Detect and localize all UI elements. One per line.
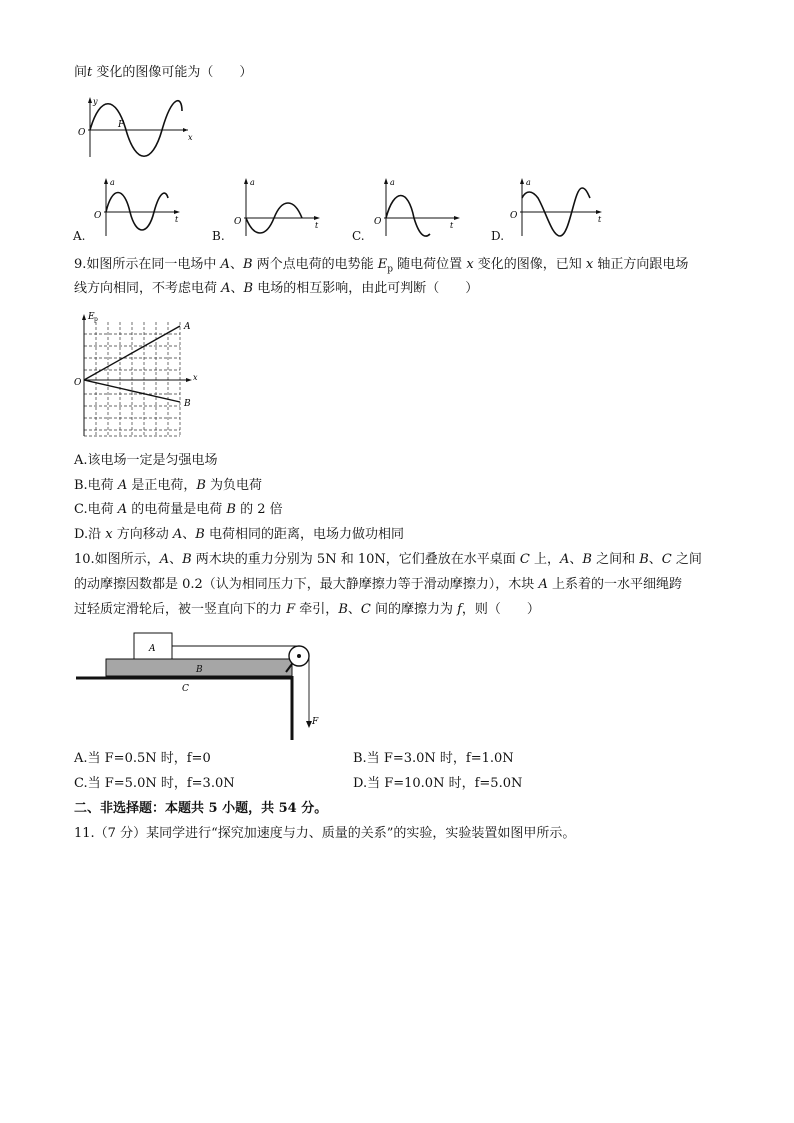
q10-stem-line3: 过轻质定滑轮后，被一竖直向下的力 F 牵引，B、C 间的摩擦力为 f，则（ ） [74, 602, 540, 617]
grid [84, 322, 180, 436]
svg-text:E: E [88, 312, 95, 322]
q10-stem-line1: 10.如图所示，A、B 两木块的重力分别为 5N 和 10N，它们叠放在水平桌面 C 上，A、B 之间和 B、C 之间 [74, 552, 702, 567]
q10-stem-line2: 的动摩擦因数都是 0.2（认为相同压力下，最大静摩擦力等于滑动摩擦力），木块 A 上系着的一水平细绳跨 [74, 577, 682, 592]
q9-option-d[interactable]: D.沿 x 方向移动 A、B 电荷相同的距离，电场力做功相同 [74, 527, 404, 542]
svg-text:p: p [94, 316, 98, 323]
svg-text:O: O [74, 378, 82, 388]
svg-text:A: A [149, 644, 156, 654]
q10-option-b[interactable]: B.当 F=3.0N 时，f=1.0N [353, 751, 514, 766]
svg-text:a: a [250, 178, 255, 187]
svg-text:C: C [182, 684, 189, 694]
wave-y-label: y [93, 97, 98, 106]
svg-text:t: t [598, 215, 602, 224]
svg-text:x: x [193, 373, 198, 382]
q9-option-c[interactable]: C.电荷 A 的电荷量是电荷 B 的 2 倍 [74, 502, 283, 517]
svg-text:t: t [450, 221, 454, 230]
svg-text:t: t [175, 215, 179, 224]
svg-text:O: O [510, 211, 518, 221]
wave-point-label: P [118, 120, 125, 130]
svg-text:B: B [184, 399, 191, 409]
q10-option-a[interactable]: A.当 F=0.5N 时，f=0 [74, 751, 211, 766]
svg-text:O: O [234, 217, 242, 227]
svg-text:O: O [374, 217, 382, 227]
q10-option-d[interactable]: D.当 F=10.0N 时，f=5.0N [353, 776, 523, 791]
svg-text:F: F [312, 717, 319, 727]
svg-text:a: a [390, 178, 395, 187]
q8-option-b[interactable]: B. [212, 229, 225, 243]
q10-option-c[interactable]: C.当 F=5.0N 时，f=3.0N [74, 776, 235, 791]
q9-option-b[interactable]: B.电荷 A 是正电荷，B 为负电荷 [74, 478, 263, 493]
q8-option-c[interactable]: C. [352, 229, 365, 243]
q8-option-d-graph [508, 176, 608, 238]
q9-option-a[interactable]: A.该电场一定是匀强电场 [74, 453, 218, 468]
curve-a [106, 193, 168, 231]
svg-text:t: t [315, 221, 319, 230]
q9-stem-line1: 9.如图所示在同一电场中 A、B 两个点电荷的电势能 $E_p$ 随电荷位置 x 变化的图像，已知 x 轴正方向跟电场 [74, 257, 689, 275]
q8-option-a-graph [92, 176, 187, 238]
q8-option-c-graph [372, 176, 467, 238]
wave-curve [90, 101, 182, 157]
q8-wave-figure [78, 95, 198, 165]
svg-text:a: a [526, 178, 531, 187]
curve-c [386, 196, 430, 237]
wave-origin: O [78, 128, 86, 138]
q10-pulley-figure [74, 628, 334, 740]
q8-stem-tail: 间t 变化的图像可能为（ ） [74, 65, 253, 80]
q9-stem-line2: 线方向相同，不考虑电荷 A、B 电场的相互影响，由此可判断（ ） [74, 281, 479, 296]
q8-option-a[interactable]: A. [73, 229, 86, 243]
q11-stem: 11.（7 分）某同学进行“探究加速度与力、质量的关系”的实验，实验装置如图甲所示。 [74, 826, 576, 841]
q8-option-b-graph [232, 176, 327, 238]
q8-option-d[interactable]: D. [491, 229, 505, 243]
svg-text:a: a [110, 178, 115, 187]
q9-ep-x-graph [72, 310, 212, 440]
svg-text:B: B [196, 665, 203, 675]
wave-x-label: x [188, 133, 193, 142]
svg-text:O: O [94, 211, 102, 221]
svg-text:A: A [184, 322, 191, 332]
section2-title: 二、非选择题：本题共 5 小题，共 54 分。 [74, 801, 328, 816]
